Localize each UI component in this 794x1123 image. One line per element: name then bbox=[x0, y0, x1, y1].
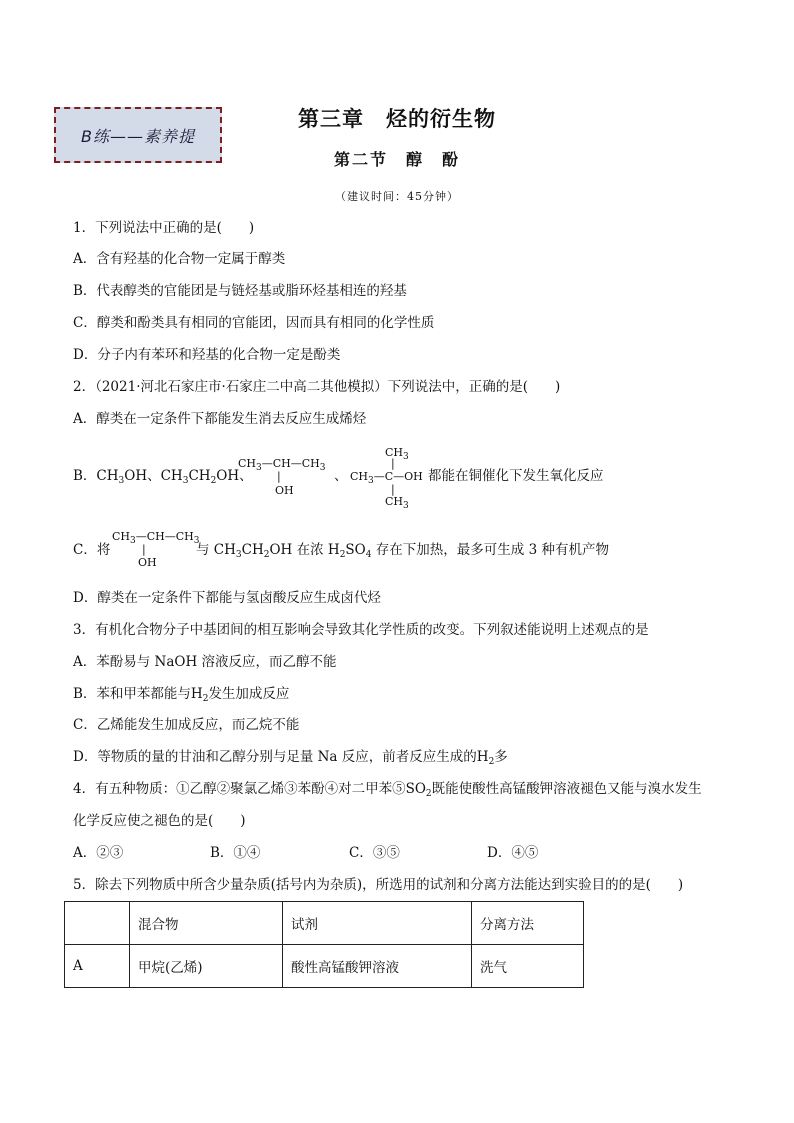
q2-option-a: A．醇类在一定条件下都能发生消去反应生成烯烃 bbox=[73, 411, 367, 427]
q1-stem: 1．下列说法中正确的是( ) bbox=[73, 220, 255, 236]
tert-butanol-structure: $CH_3—C—OH$ bbox=[350, 470, 423, 486]
q4-stem-part1: 4．有五种物质：①乙醇②聚氯乙烯③苯酚④对二甲苯⑤ bbox=[73, 781, 406, 797]
q1-option-d: D．分子内有苯环和羟基的化合物一定是酚类 bbox=[73, 347, 341, 363]
q1-option-c: C．醇类和酚类具有相同的官能团，因而具有相同的化学性质 bbox=[73, 315, 435, 331]
q3-option-d: D．等物质的量的甘油和乙醇分别与足量 Na 反应，前者反应生成的$H_2$多 bbox=[73, 749, 508, 767]
isopropanol-structure-c: $CH_3—CH—CH_3$ bbox=[112, 530, 200, 546]
q2-separator: 、 bbox=[334, 468, 348, 484]
table-cell: 酸性高锰酸钾溶液 bbox=[283, 945, 472, 988]
tert-butanol-bond-top: | bbox=[391, 457, 395, 470]
q4-stem: 4．有五种物质：①乙醇②聚氯乙烯③苯酚④对二甲苯$⑤SO_2$既能使酸性高锰酸钾溶液褪色又能与溴水发生 bbox=[73, 781, 702, 799]
q3-option-d-prefix: D．等物质的量的甘油和乙醇分别与足量 Na 反应，前者反应生成的 bbox=[73, 749, 477, 765]
table-cell: 甲烷(乙烯) bbox=[130, 945, 283, 988]
q5-stem: 5．除去下列物质中所含少量杂质(括号内为杂质)，所选用的试剂和分离方法能达到实验目的的是( ) bbox=[73, 877, 684, 893]
isopropanol-oh: OH bbox=[275, 484, 294, 497]
q3-option-d-tail: 多 bbox=[494, 749, 508, 765]
q2-option-d: D．醇类在一定条件下都能与氢卤酸反应生成卤代烃 bbox=[73, 590, 381, 606]
q4-stem-cont: 化学反应使之褪色的是( ) bbox=[73, 813, 246, 829]
q1-option-b: B．代表醇类的官能团是与链烃基或脂环烃基相连的羟基 bbox=[73, 283, 407, 299]
table-cell: 混合物 bbox=[130, 902, 283, 945]
badge-text: B练——素养提 bbox=[81, 126, 195, 146]
table-cell: 洗气 bbox=[472, 945, 584, 988]
q3-option-b: B．苯和甲苯都能与$H_2$发生加成反应 bbox=[73, 686, 290, 704]
q4-option-c: C．③⑤ bbox=[349, 845, 400, 861]
time-hint: （建议时间：45分钟） bbox=[335, 190, 459, 203]
table-cell: 试剂 bbox=[283, 902, 472, 945]
q2-option-b-prefix: B． bbox=[73, 468, 97, 484]
q3-stem: 3．有机化合物分子中基团间的相互影响会导致其化学性质的改变。下列叙述能说明上述观点的是 bbox=[73, 622, 649, 638]
q1-option-a: A．含有羟基的化合物一定属于醇类 bbox=[73, 251, 286, 267]
q2-option-b bbox=[73, 467, 253, 485]
table-cell bbox=[65, 902, 130, 945]
q4-option-b: B．①④ bbox=[210, 845, 261, 861]
q3-option-a: A．苯酚易与 NaOH 溶液反应，而乙醇不能 bbox=[73, 654, 337, 670]
isopropanol-bond-c: | bbox=[142, 543, 146, 556]
q5-table bbox=[64, 901, 584, 988]
isopropanol-structure: $CH_3—CH—CH_3$ bbox=[238, 457, 326, 473]
tert-butanol-bond-bottom: | bbox=[391, 483, 395, 496]
section-title: 第二节 醇 酚 bbox=[333, 150, 460, 169]
table-cell: A bbox=[65, 945, 130, 988]
q3-option-b-tail: 发生加成反应 bbox=[208, 686, 290, 702]
tert-butanol-top: $CH_3$ bbox=[385, 446, 409, 462]
isopropanol-oh-c: OH bbox=[138, 556, 157, 569]
q2-option-c-tail-text: 存在下加热，最多可生成 3 种有机产物 bbox=[375, 542, 609, 558]
table-cell: 分离方法 bbox=[472, 902, 584, 945]
q2-option-b-formulas: $CH_3OH$、$CH_3CH_2OH$、 bbox=[96, 468, 253, 486]
q3-option-c: C．乙烯能发生加成反应，而乙烷不能 bbox=[73, 717, 300, 733]
q2-option-c-prefix: C．将 bbox=[73, 542, 111, 558]
q3-option-b-prefix: B．苯和甲苯都能与 bbox=[73, 686, 191, 702]
isopropanol-bond: | bbox=[277, 470, 281, 483]
table-row bbox=[65, 945, 584, 988]
q2-option-c-tail: 与 $CH_3CH_2OH$ 在浓 $H_2SO_4$ 存在下加热，最多可生成 3 种有机产物 bbox=[196, 542, 609, 560]
q2-option-b-tail: 都能在铜催化下发生氧化反应 bbox=[428, 468, 604, 484]
q4-stem-part2: 既能使酸性高锰酸钾溶液褪色又能与溴水发生 bbox=[431, 781, 702, 797]
q4-option-d: D．④⑤ bbox=[487, 845, 539, 861]
q2-stem: 2．（2021·河北石家庄市·石家庄二中高二其他模拟）下列说法中，正确的是( ) bbox=[73, 379, 561, 395]
tert-butanol-bottom: $CH_3$ bbox=[385, 495, 409, 511]
chapter-title: 第三章 烃的衍生物 bbox=[298, 107, 496, 131]
table-header-row bbox=[65, 902, 584, 945]
q4-option-a: A．②③ bbox=[73, 845, 124, 861]
